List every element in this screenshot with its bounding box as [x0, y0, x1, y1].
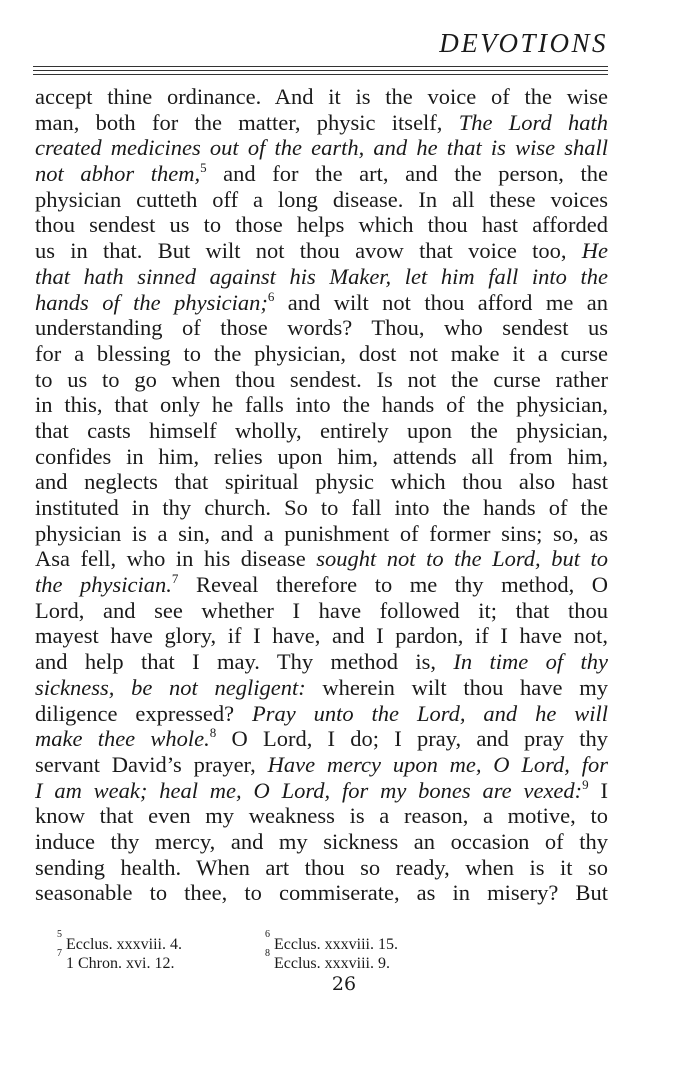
text-run: Reveal therefore to me thy method, O [178, 572, 608, 598]
header-rule-middle [33, 70, 608, 71]
page-number: 26 [331, 973, 357, 995]
text-run: physician is a sin, and a punishment of former sins; so, as [35, 520, 608, 546]
text-run: in this, that only he falls into the hands of the physician, [35, 392, 608, 418]
italic-quotation: that hath sinned against his Maker, let him fall into the [35, 263, 608, 289]
text-line [35, 752, 608, 778]
footnote-7 [57, 947, 265, 973]
footnotes [57, 928, 477, 973]
footnote-text: Ecclus. xxxviii. 4. [66, 936, 182, 953]
footnote-text: Ecclus. xxxviii. 15. [274, 936, 398, 953]
text-run: mayest have glory, if I have, and I pardon, if I have not, [35, 623, 608, 649]
text-line [35, 238, 608, 264]
text-line [35, 135, 608, 161]
text-run: induce thy mercy, and my sickness an occasion of thy [35, 828, 608, 854]
footnote-ref: 5 [200, 160, 207, 176]
text-line [35, 623, 608, 649]
italic-quotation: make thee whole. [35, 726, 210, 752]
footnote-text: 1 Chron. xvi. 12. [66, 955, 175, 972]
text-run: understanding of those words? Thou, who sendest us [35, 315, 608, 341]
italic-quotation: sought not to the Lord, but to [316, 546, 608, 572]
running-head: DEVOTIONS [439, 28, 608, 58]
text-line [35, 726, 608, 752]
text-line [35, 778, 608, 804]
footnote-ref: 7 [171, 571, 179, 587]
text-line [35, 649, 608, 675]
footnote-ref: 8 [209, 725, 217, 741]
text-line [35, 392, 608, 418]
text-line [35, 880, 608, 906]
italic-quotation: Have mercy upon me, O Lord, for [267, 751, 608, 777]
italic-quotation: He [581, 238, 608, 264]
text-line [35, 418, 608, 444]
text-line [35, 264, 608, 290]
text-run: O Lord, I do; I pray, and pray thy [216, 726, 608, 752]
text-line [35, 187, 608, 213]
footnote-ref: 9 [582, 776, 589, 792]
footnote-number: 7 [57, 947, 62, 959]
text-run: physician cutteth off a long disease. In all these voices [35, 186, 608, 212]
footnote-5 [57, 928, 265, 954]
text-line [35, 701, 608, 727]
text-run: man, both for the matter, physic itself, [35, 109, 459, 135]
text-line [35, 829, 608, 855]
text-run: and wilt not thou afford me an [274, 289, 608, 315]
italic-quotation: I am weak; heal me, O Lord, for my bones are vexed: [35, 777, 583, 803]
text-run: for a blessing to the physician, dost not make it a curse [35, 340, 608, 366]
text-line [35, 212, 608, 238]
text-line [35, 495, 608, 521]
text-run: instituted in thy church. So to fall into the hands of the [35, 495, 608, 520]
footnote-ref: 6 [267, 288, 275, 304]
text-line [35, 521, 608, 547]
header-rule-top [33, 66, 608, 67]
text-run: sending health. When art thou so ready, when is it so [35, 854, 608, 880]
italic-quotation: The Lord hath [458, 109, 608, 135]
text-run: that casts himself wholly, entirely upon the physician, [35, 417, 608, 443]
text-run: servant David’s prayer, [35, 751, 268, 777]
text-line [35, 572, 608, 598]
text-run: know that even my weakness is a reason, a motive, to [35, 803, 608, 829]
text-line [35, 367, 608, 393]
text-line [35, 469, 608, 495]
footnote-8 [265, 947, 473, 973]
text-line [35, 598, 608, 624]
text-line [35, 84, 608, 110]
italic-quotation: Pray unto the Lord, and he will [252, 700, 608, 726]
footnote-text: Ecclus. xxxviii. 9. [274, 955, 390, 972]
text-run: confides in him, relies upon him, attends all from him, [35, 443, 608, 469]
footnote-6 [265, 928, 473, 954]
text-run: Lord, and see whether I have followed it; that thou [35, 597, 608, 623]
italic-quotation: created medicines out of the earth, and he that is wise shall [35, 135, 608, 161]
text-line [35, 675, 608, 701]
text-line [35, 803, 608, 829]
text-run: thou sendest us to those helps which thou hast afforded [35, 212, 608, 238]
text-line [35, 161, 608, 187]
text-line [35, 341, 608, 367]
text-run: wherein wilt thou have my [305, 674, 608, 700]
italic-quotation: the physician. [35, 572, 172, 598]
text-line [35, 855, 608, 881]
text-run: us in that. But wilt not thou avow that voice too, [35, 238, 582, 264]
footnote-number: 6 [265, 928, 270, 940]
text-line [35, 110, 608, 136]
footnote-number: 8 [265, 947, 270, 959]
italic-quotation: In time of thy [453, 649, 608, 675]
text-run: diligence expressed? [35, 700, 252, 726]
footnote-number: 5 [57, 928, 62, 940]
italic-quotation: hands of the physician; [35, 289, 268, 315]
text-run: and for the art, and the person, the [206, 161, 609, 187]
body-text [35, 84, 608, 906]
text-run: accept thine ordinance. And it is the voice of the wise [35, 84, 608, 109]
text-run: to us to go when thou sendest. Is not the curse rather [35, 366, 608, 392]
text-run: I [588, 777, 609, 803]
text-line [35, 546, 608, 572]
italic-quotation: sickness, be not negligent: [35, 674, 306, 700]
header-rule-bottom [33, 74, 608, 75]
text-line [35, 444, 608, 470]
text-line [35, 315, 608, 341]
footnote-row [57, 947, 477, 973]
text-run: and help that I may. Thy method is, [35, 649, 454, 675]
text-run: Asa fell, who in his disease [35, 546, 317, 572]
text-run: and neglects that spiritual physic which thou also hast [35, 469, 608, 495]
text-run: seasonable to thee, to commiserate, as in misery? But [35, 880, 608, 906]
italic-quotation: not abhor them, [35, 161, 201, 187]
text-line [35, 290, 608, 316]
